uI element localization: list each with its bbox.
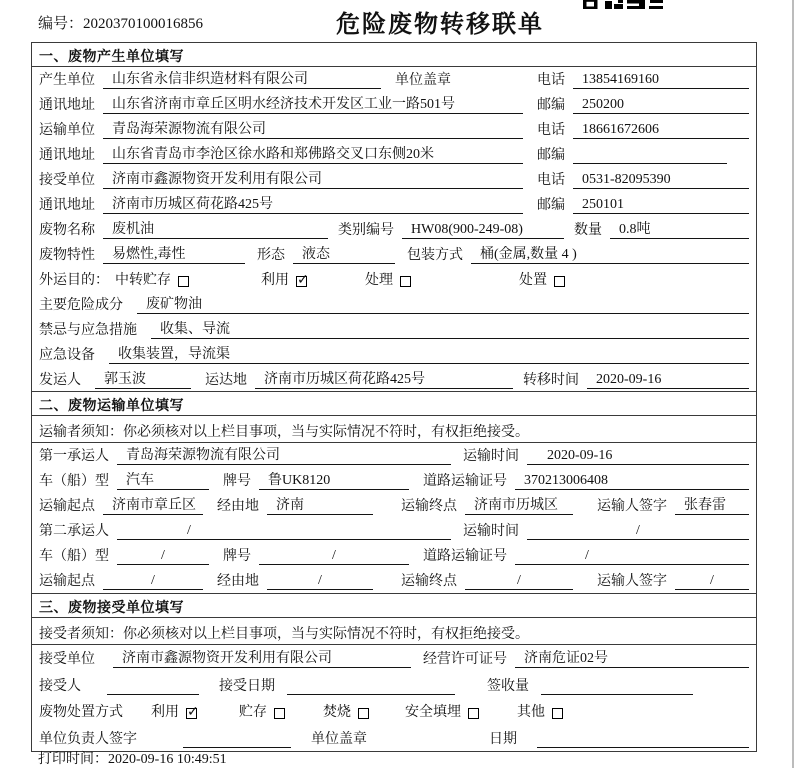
doc-number (38, 12, 203, 33)
receiver-notice: 接受者须知：你必须核对以上栏目事项，当与实际情况不符时，有权拒绝接受。 (32, 618, 756, 645)
via2-value: / (267, 572, 373, 590)
carrier-sign1-value: 张春雷 (675, 497, 749, 515)
row-producer (32, 67, 756, 92)
recipient-label: 接受人 (39, 678, 81, 694)
hazard-label: 主要危险成分 (39, 298, 123, 313)
license-label: 经营许可证号 (423, 652, 507, 668)
via1-value: 济南 (267, 497, 373, 515)
checkbox-disposal-landfill (468, 708, 479, 719)
address-label: 通讯地址 (39, 148, 95, 163)
waste-name-value: 废机油 (103, 221, 328, 239)
section-receiver (31, 593, 757, 752)
origin2-value: / (103, 572, 203, 590)
receiver-zip-group (537, 196, 749, 214)
row-receive-unit (32, 645, 756, 672)
terminus-label: 运输终点 (401, 499, 457, 515)
checkbox-treat (400, 276, 411, 287)
purpose-label: 外运目的： (39, 273, 109, 288)
document-header (0, 0, 796, 42)
date-label: 日期 (489, 731, 517, 747)
road-permit-label: 道路运输证号 (423, 549, 507, 565)
row-recipient (32, 671, 756, 698)
receiver-value: 济南市鑫源物资开发利用有限公司 (103, 171, 523, 189)
producer-zip-value: 250200 (573, 96, 749, 114)
hazard-value: 废矿物油 (137, 296, 749, 314)
zip-label: 邮编 (537, 98, 565, 113)
checkbox-transfer-storage (178, 276, 189, 287)
vehicle-type-label: 车（船）型 (39, 474, 109, 490)
equipment-label: 应急设备 (39, 348, 95, 363)
road-permit-label: 道路运输证号 (423, 474, 507, 490)
option-utilize-label: 利用 (261, 273, 289, 288)
section-transporter (31, 391, 757, 594)
row-disposal (32, 698, 756, 725)
checkbox-disposal-store (274, 708, 285, 719)
manifest-form (31, 42, 757, 752)
row-purpose (32, 267, 756, 292)
form-label: 形态 (257, 248, 285, 263)
packaging-label: 包装方式 (407, 248, 463, 263)
carrier-sign-label: 运输人签字 (597, 499, 667, 515)
transporter-notice: 运输者须知：你必须核对以上栏目事项，当与实际情况不符时，有权拒绝接受。 (32, 416, 756, 443)
receiver-label: 接受单位 (39, 173, 95, 188)
option-other-label: 其他 (517, 705, 545, 721)
qr-code-fragment (583, 0, 667, 9)
origin-label: 运输起点 (39, 499, 95, 515)
transporter-address-value: 山东省青岛市李沧区徐水路和郑佛路交叉口东侧20米 (103, 146, 523, 164)
row-taboo (32, 317, 756, 342)
via-label: 经由地 (217, 499, 259, 515)
terminus2-value: / (465, 572, 573, 590)
plate-label: 牌号 (223, 549, 251, 565)
option-store-label: 贮存 (239, 705, 267, 721)
plate-label: 牌号 (223, 474, 251, 490)
row-hazard (32, 292, 756, 317)
carrier-sign-label: 运输人签字 (597, 574, 667, 590)
section-producer-title: 一、废物产生单位填写 (32, 43, 756, 67)
via-label: 经由地 (217, 574, 259, 590)
quantity-value: 0.8吨 (610, 221, 749, 239)
address-label: 通讯地址 (39, 98, 95, 113)
row-transporter (32, 117, 756, 142)
checkbox-disposal-incinerate (358, 708, 369, 719)
shipper-label: 发运人 (39, 373, 81, 388)
row-shipper (32, 367, 756, 392)
print-time-value: 2020-09-16 10:49:51 (108, 752, 227, 767)
address-label: 通讯地址 (39, 198, 95, 213)
carrier2-value: / (117, 522, 451, 540)
origin1-value: 济南市章丘区 (103, 497, 203, 515)
row-route2 (32, 568, 756, 593)
producer-zip-group (537, 96, 749, 114)
zip-label: 邮编 (537, 198, 565, 213)
zip-label: 邮编 (537, 148, 565, 163)
doc-number-label: 编号： (38, 16, 84, 32)
checkbox-disposal-utilize (186, 708, 197, 719)
carrier1-value: 青岛海荣源物流有限公司 (117, 447, 451, 465)
row-equipment (32, 342, 756, 367)
option-treat-label: 处理 (365, 273, 393, 288)
checkbox-disposal-other (552, 708, 563, 719)
terminus-label: 运输终点 (401, 574, 457, 590)
row-carrier1 (32, 443, 756, 468)
receiver-address-value: 济南市历城区荷花路425号 (103, 196, 523, 214)
producer-address-value: 山东省济南市章丘区明水经济技术开发区工业一路501号 (103, 96, 523, 114)
unit-seal-label: 单位盖章 (311, 731, 367, 747)
option-utilize-label: 利用 (151, 705, 179, 721)
transporter-zip-value (573, 147, 727, 164)
taboo-label: 禁忌与应急措施 (39, 323, 137, 338)
receiver-phone-value: 0531-82095390 (573, 171, 749, 189)
category-value: HW08(900-249-08) (402, 221, 564, 239)
row-producer-address (32, 92, 756, 117)
origin-label: 运输起点 (39, 574, 95, 590)
option-transfer-storage-label: 中转贮存 (115, 273, 171, 288)
quantity-label: 数量 (574, 223, 602, 238)
terminus1-value: 济南市历城区 (465, 497, 573, 515)
form-value: 液态 (293, 246, 395, 264)
checkbox-utilize (296, 276, 307, 287)
plate2-value: / (259, 547, 409, 565)
vehicle-type1-value: 汽车 (117, 472, 209, 490)
recipient-value (107, 678, 199, 695)
producer-name-value: 山东省永信非织造材料有限公司 (103, 71, 381, 89)
row-receiver-address (32, 192, 756, 217)
transporter-phone-value: 18661672606 (573, 121, 749, 139)
carrier2-label: 第二承运人 (39, 524, 109, 540)
carrier-sign2-value: / (675, 572, 749, 590)
equipment-value: 收集装置，导流渠 (109, 346, 749, 364)
transfer-date-value: 2020-09-16 (587, 371, 749, 389)
phone-label: 电话 (537, 73, 565, 88)
vehicle-type-label: 车（船）型 (39, 549, 109, 565)
option-dispose-label: 处置 (519, 273, 547, 288)
section-transporter-title: 二、废物运输单位填写 (32, 392, 756, 416)
transporter-value: 青岛海荣源物流有限公司 (103, 121, 523, 139)
producer-phone-group (537, 71, 749, 89)
transporter-zip-group (537, 147, 749, 164)
transport-time-label: 运输时间 (463, 524, 519, 540)
transporter-phone-group (537, 121, 749, 139)
destination-label: 运达地 (205, 373, 247, 388)
taboo-value: 收集、导流 (151, 321, 749, 339)
road-permit1-value: 370213006408 (515, 472, 749, 490)
row-manager-sign (32, 724, 756, 751)
transport-time-label: 运输时间 (463, 449, 519, 465)
row-waste-traits (32, 242, 756, 267)
plate1-value: 鲁UK8120 (259, 472, 409, 490)
traits-label: 废物特性 (39, 248, 95, 263)
receive-unit-value: 济南市鑫源物资开发利用有限公司 (113, 650, 411, 668)
option-incinerate-label: 焚烧 (323, 705, 351, 721)
receiver-zip-value: 250101 (573, 196, 749, 214)
date-value (537, 731, 749, 748)
phone-label: 电话 (537, 173, 565, 188)
page-title: 危险废物转移联单 (336, 12, 544, 38)
category-label: 类别编号 (338, 223, 394, 238)
shipper-value: 郭玉波 (95, 371, 191, 389)
row-route1 (32, 493, 756, 518)
row-receiver (32, 167, 756, 192)
unit-seal-label: 单位盖章 (395, 73, 451, 88)
carrier1-label: 第一承运人 (39, 449, 109, 465)
destination-value: 济南市历城区荷花路425号 (255, 371, 513, 389)
receiver-phone-group (537, 171, 749, 189)
print-time (38, 748, 227, 768)
row-waste-name (32, 217, 756, 242)
section-producer (31, 42, 757, 393)
print-time-label: 打印时间： (38, 752, 108, 767)
checkbox-dispose (554, 276, 565, 287)
traits-value: 易燃性,毒性 (103, 246, 245, 264)
transport-time2-value: / (527, 522, 749, 540)
receive-unit-label: 接受单位 (39, 652, 95, 668)
packaging-value: 桶(金属,数量 4 ) (471, 246, 749, 264)
producer-name-label: 产生单位 (39, 73, 95, 88)
row-vehicle2 (32, 543, 756, 568)
row-carrier2 (32, 518, 756, 543)
vehicle-type2-value: / (117, 547, 209, 565)
transporter-label: 运输单位 (39, 123, 95, 138)
section-receiver-title: 三、废物接受单位填写 (32, 594, 756, 618)
transfer-date-label: 转移时间 (523, 373, 579, 388)
option-landfill-label: 安全填埋 (405, 705, 461, 721)
manager-sign-label: 单位负责人签字 (39, 731, 137, 747)
receive-date-label: 接受日期 (219, 678, 275, 694)
signed-amount-value (541, 678, 693, 695)
producer-phone-value: 13854169160 (573, 71, 749, 89)
row-transporter-address (32, 142, 756, 167)
road-permit2-value: / (515, 547, 749, 565)
page-edge-line (792, 0, 794, 768)
row-vehicle1 (32, 468, 756, 493)
license-value: 济南危证02号 (515, 650, 749, 668)
waste-name-label: 废物名称 (39, 223, 95, 238)
manager-sign-value (183, 731, 291, 748)
disposal-method-label: 废物处置方式 (39, 705, 123, 721)
receive-date-value (287, 678, 455, 695)
signed-amount-label: 签收量 (487, 678, 529, 694)
phone-label: 电话 (537, 123, 565, 138)
transport-time1-value: 2020-09-16 (527, 447, 749, 465)
doc-number-value: 2020370100016856 (83, 16, 204, 32)
